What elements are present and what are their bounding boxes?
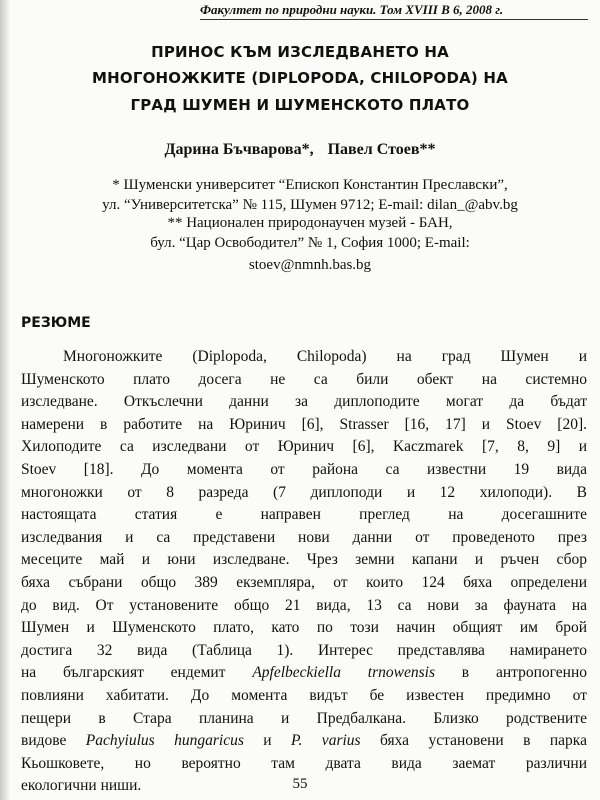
abstract-line xyxy=(21,662,587,685)
abstract-line xyxy=(21,617,587,640)
page-number: 55 xyxy=(292,776,308,792)
title-line-1: ПРИНОС КЪМ ИЗСЛЕДВАНЕТО НА xyxy=(151,43,449,61)
author-1: Дарина Бъчварова*, xyxy=(164,141,314,158)
abstract-text: повлияни хабитати. До момента видът бе известен предимно от xyxy=(21,686,587,704)
abstract-line xyxy=(21,436,587,459)
species-name: P. varius xyxy=(291,732,361,750)
abstract-text: Кьошковете, но вероятно там двата вида заемат различни xyxy=(21,754,587,772)
abstract-text: бяха събрани общо 389 екземпляра, от които 124 бяха определени xyxy=(21,573,587,591)
abstract-body xyxy=(21,346,587,798)
abstract-text: достига 32 вида (Таблица 1). Интерес представлява намирането xyxy=(21,641,587,659)
abstract-text: Шумен и Шуменското плато, като по този начин общият им брой xyxy=(21,619,587,637)
abstract-line xyxy=(21,504,587,527)
abstract-text: бяха установени в парка xyxy=(360,732,587,750)
abstract-line xyxy=(21,459,587,482)
abstract-text: Шуменското плато досега не са били обект на системно xyxy=(21,370,587,388)
abstract-text: на българският ендемит xyxy=(21,664,253,682)
abstract-line xyxy=(21,730,587,753)
abstract-text: в антропогенно xyxy=(434,664,588,682)
abstract-text: намерени в работите на Юринич [6], Strasser [16, 17] и Stoev [20]. xyxy=(21,415,587,433)
abstract-line xyxy=(21,482,587,505)
abstract-line xyxy=(21,527,587,550)
abstract-text: Многоножките (Diplopoda, Chilopoda) на град Шумен и xyxy=(63,348,587,365)
author-2: Павел Стоев** xyxy=(327,141,436,158)
abstract-line xyxy=(21,753,587,776)
abstract-text: видове xyxy=(21,732,86,750)
abstract-text: Хилоподите са изследвани от Юринич [6], Kaczmarek [7, 8, 9] и xyxy=(21,438,587,456)
abstract-text: пещери в Стара планина и Предбалкана. Близко родствените xyxy=(21,709,587,727)
abstract-text: до вид. От установените общо 21 вида, 13 са нови за фауната на xyxy=(21,596,587,614)
species-name: Apfelbeckiella trnowensis xyxy=(252,664,435,682)
abstract-text: месеците май и юни изследване. Чрез земни капани и ръчен сбор xyxy=(21,551,587,569)
abstract-text: изследвания и са представени нови данни от проведеното през xyxy=(21,528,587,546)
affiliation-line-3: ** Национален природонаучен музей - БАН, xyxy=(167,215,453,231)
title-line-3: ГРАД ШУМЕН И ШУМЕНСКОТО ПЛАТО xyxy=(130,96,470,114)
abstract-line xyxy=(21,369,587,392)
abstract-line xyxy=(21,685,587,708)
abstract-line xyxy=(21,708,587,731)
abstract-line xyxy=(21,549,587,572)
affiliation-line-5: stoev@nmnh.bas.bg xyxy=(248,257,372,273)
abstract-text: Stoev [18]. До момента от района са известни 19 вида xyxy=(21,460,587,478)
abstract-text: настоящата статия е направен преглед на досегашните xyxy=(21,506,587,524)
affiliation-line-1: * Шуменски университет “Епископ Константин Преславски”, xyxy=(112,177,508,193)
page-edge xyxy=(0,0,9,800)
abstract-line xyxy=(21,595,587,618)
abstract-line xyxy=(21,640,587,663)
affiliation-line-2: ул. “Университетска” № 115, Шумен 9712; E-mail: dilan_@abv.bg xyxy=(102,197,518,213)
abstract-line xyxy=(21,414,587,437)
abstract-text: екологични ниши. xyxy=(21,777,142,795)
abstract-line xyxy=(21,346,587,369)
affiliation-line-4: бул. “Цар Освободител” № 1, София 1000; E-mail: xyxy=(150,235,470,251)
abstract-text: многоножки от 8 разреда (7 диплоподи и 12 хилоподи). В xyxy=(21,483,587,501)
abstract-line xyxy=(21,391,587,414)
abstract-text: изследване. Откъслечни данни за диплоподите могат да бъдат xyxy=(21,393,587,411)
abstract-text: и xyxy=(243,732,292,750)
abstract-line xyxy=(21,572,587,595)
running-header: Факултет по природни науки. Том XVIII В 6, 2008 г. xyxy=(200,2,588,20)
title-line-2: МНОГОНОЖКИТЕ (DIPLOPODA, CHILOPODA) НА xyxy=(92,69,508,87)
species-name: Pachyiulus hungaricus xyxy=(85,732,244,750)
authors xyxy=(0,141,600,159)
section-heading: РЕЗЮМЕ xyxy=(21,315,91,331)
